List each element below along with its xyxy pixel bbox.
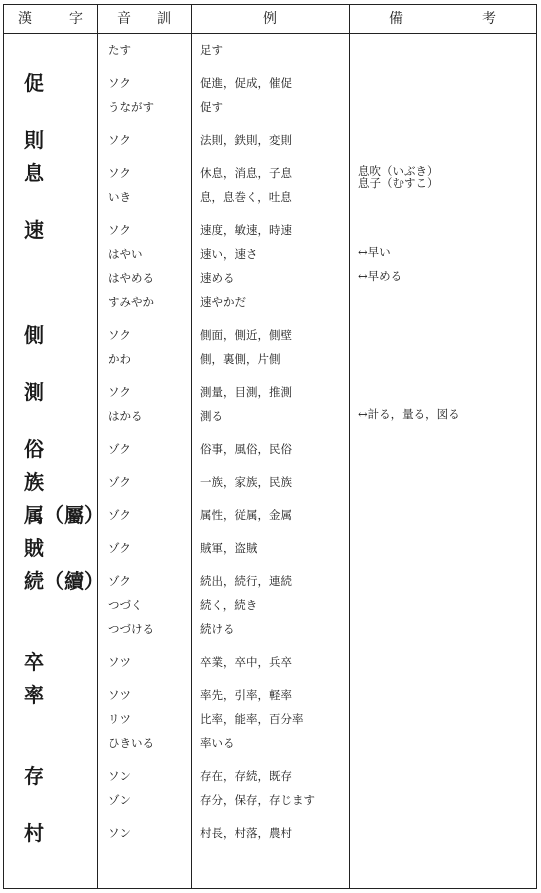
- example-words: 足す: [200, 43, 223, 57]
- example-words: 促進，促成，催促: [200, 76, 292, 90]
- reading: はかる: [108, 409, 143, 423]
- header-char: 訓: [157, 11, 171, 27]
- header-example: [191, 5, 349, 33]
- example-words: 俗事，風俗，民俗: [200, 442, 292, 456]
- example-words: 息，息巻く，吐息: [200, 190, 292, 204]
- example-words: 一族，家族，民族: [200, 475, 292, 489]
- reading: ソク: [108, 328, 131, 342]
- reading: ゾク: [108, 442, 131, 456]
- header-char: 考: [482, 11, 496, 27]
- kanji-character: 存: [24, 764, 44, 788]
- example-words: 促す: [200, 100, 223, 114]
- example-words: 続ける: [200, 622, 235, 636]
- reading: つづく: [108, 598, 143, 612]
- reading: ソク: [108, 76, 131, 90]
- reading: ソツ: [108, 688, 131, 702]
- reading: ゾク: [108, 541, 131, 555]
- reading: ソク: [108, 133, 131, 147]
- example-words: 卒業，卒中，兵卒: [200, 655, 292, 669]
- reading: ソク: [108, 385, 131, 399]
- kanji-character: 卒: [24, 650, 44, 674]
- reading: はやい: [108, 247, 143, 261]
- header-char: 備: [389, 11, 403, 27]
- reading: ソン: [108, 769, 131, 783]
- example-words: 賊軍，盗賊: [200, 541, 258, 555]
- kanji-character: 族: [24, 470, 44, 494]
- header-char: 漢: [18, 11, 32, 27]
- reading: ゾク: [108, 475, 131, 489]
- example-words: 速い，速さ: [200, 247, 258, 261]
- column-divider: [191, 5, 192, 888]
- header-char: 音: [117, 11, 131, 27]
- kanji-character: 村: [24, 821, 44, 845]
- example-words: 存分，保存，存じます: [200, 793, 315, 807]
- reading: つづける: [108, 622, 154, 636]
- kanji-character: 息: [24, 161, 44, 185]
- kanji-character: 続（續）: [24, 569, 104, 593]
- reading: ソク: [108, 223, 131, 237]
- reading: ソツ: [108, 655, 131, 669]
- reading: ソン: [108, 826, 131, 840]
- column-divider: [97, 5, 98, 888]
- example-words: 休息，消息，子息: [200, 166, 292, 180]
- reading: ゾク: [108, 508, 131, 522]
- header-char: 例: [263, 11, 277, 27]
- remark: ↔早める: [358, 269, 403, 283]
- column-divider: [349, 5, 350, 888]
- example-words: 属性，従属，金属: [200, 508, 292, 522]
- remark: 息吹（いぶき）: [358, 164, 439, 178]
- reading: ゾン: [108, 793, 131, 807]
- example-words: 側，裏側，片側: [200, 352, 281, 366]
- reading: うながす: [108, 100, 154, 114]
- kanji-character: 率: [24, 683, 44, 707]
- example-words: 存在，存続，既存: [200, 769, 292, 783]
- reading: かわ: [108, 352, 131, 366]
- reading: ゾク: [108, 574, 131, 588]
- remark: ↔早い: [358, 245, 391, 259]
- header-divider: [4, 33, 536, 34]
- example-words: 続出，続行，連続: [200, 574, 292, 588]
- example-words: 測る: [200, 409, 223, 423]
- example-words: 法則，鉄則，変則: [200, 133, 292, 147]
- kanji-character: 属（屬）: [24, 503, 104, 527]
- kanji-character: 促: [24, 71, 44, 95]
- kanji-character: 測: [24, 380, 44, 404]
- example-words: 率いる: [200, 736, 235, 750]
- example-words: 比率，能率，百分率: [200, 712, 304, 726]
- reading: すみやか: [108, 295, 154, 309]
- reading: いき: [108, 190, 131, 204]
- example-words: 率先，引率，軽率: [200, 688, 292, 702]
- example-words: 側面，側近，側壁: [200, 328, 292, 342]
- header-char: 字: [69, 11, 83, 27]
- example-words: 村長，村落，農村: [200, 826, 292, 840]
- reading: ソク: [108, 166, 131, 180]
- remark: 息子（むすこ）: [358, 176, 439, 190]
- reading: たす: [108, 43, 131, 57]
- reading: はやめる: [108, 271, 154, 285]
- example-words: 速やかだ: [200, 295, 246, 309]
- header-kanji: [4, 5, 97, 33]
- example-words: 続く，続き: [200, 598, 258, 612]
- reading: リツ: [108, 712, 131, 726]
- header-onkun: [97, 5, 191, 33]
- kanji-character: 側: [24, 323, 44, 347]
- header-remarks: [349, 5, 536, 33]
- kanji-character: 賊: [24, 536, 44, 560]
- kanji-character: 速: [24, 218, 44, 242]
- remark: ↔計る，量る，図る: [358, 407, 460, 421]
- kanji-character: 則: [24, 128, 44, 152]
- reading: ひきいる: [108, 736, 154, 750]
- kanji-table: [3, 4, 537, 889]
- example-words: 速度，敏速，時速: [200, 223, 292, 237]
- kanji-character: 俗: [24, 437, 44, 461]
- example-words: 測量，目測，推測: [200, 385, 292, 399]
- example-words: 速める: [200, 271, 235, 285]
